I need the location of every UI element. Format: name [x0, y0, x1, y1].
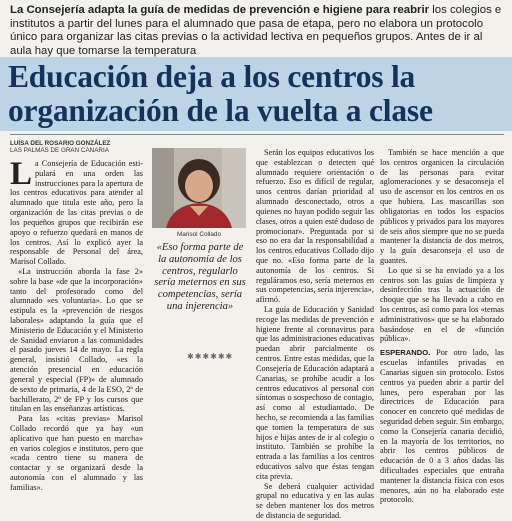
portrait-image [152, 148, 246, 228]
lede-bold: La Consejería adapta la guía de medidas de prevención e higiene para reabrir [10, 4, 430, 16]
paragraph: Se deberá cualquier actividad grupal no educativa y en las aulas se deben mantener los dos metros de distancia de seguridad. [256, 481, 374, 521]
drop-cap: L [10, 156, 33, 192]
paragraph: Para las «citas previas» Marisol Collado recordó que ya hay «un aplicativo que han puesto en marcha» en varios colegios e institutos, pero que «cada centro tiene su manera de contactar y se organizará desde la autonomía con el alumnado y las familias». [10, 414, 143, 492]
paragraph: Serán los equipos educativos los que establezcan o detecten qué alumnado requiere orientación o refuerzo. Eso es difícil de regular, unos centros darían prioridad al alumnado desconectado, otros a quienes no hayan podido seguir las clases, otros a quien esté dudoso de promocionar». Preguntada por si eso no era dar la responsabilidad a los centros educativos Collado dijo que no. «Eso forma parte de la autonomía de los centros. Si reguláramos eso, sería meternos en sus competencias, sería injerencia», afirmó. [256, 148, 374, 305]
paragraph: «La instrucción aborda la fase 2» sobre la base «de que la incorporación» tanto del profesorado como del alumnado «es voluntaria». Lo que se estipula es la «prevención de riesgos laborales» adaptando la guía que el Ministerio de Educación y el Ministerio de Sanidad enviaron a las comunidades el pasado jueves 14 de mayo. La regla general, insistió Collado, «es la atención presencial en educación general y especial (FP)» de alumnado de sexto de primaria, 4 de la ESO, 2º de bachillerato, 2º de FP y los cursos que titulan en las enseñanzas artísticas. [10, 266, 143, 414]
divider [10, 134, 504, 135]
pull-quote: «Eso forma parte de la autonomía de los centros, regularlo sería meternos en sus competencias, sería una injerencia» [154, 242, 246, 312]
paragraph: Lo que sí se ha enviado ya a los centros son las guías de limpieza y desinfección tras la actuación de choque que se ha llevado a cabo en los centros, así como para los «temas administrativos» que se ha elaborado basándose en el de «función pública». [380, 265, 504, 344]
paragraph: La guía de Educación y Sanidad recoge las medidas de prevención e higiene frente al coronavirus para que las administraciones educativas puedan abrir parcialmente os centros. Entre estas medidas, que la Consejería de Educación adaptará a Canarias, se prohíbe acudir a los centros educativos al personal con síntomas o sospechoso de contagio, así como al estudiantado. De hecho, se recomienda a las familias que tomen la temperatura de sus hijos e hijas antes de ir al colegio o instituto. También se prohíbe la entrada a las familias a los centros educativos salvo que éstas tengan cita previa. [256, 305, 374, 481]
headline: Educación deja a los centros la organización de la vuelta a clase [8, 59, 433, 128]
section-kicker: ESPERANDO. [380, 348, 431, 358]
lede-rest: los colegios e institutos a partir del lunes para el alumnado que pasa de etapa, pero no elabora un protocolo único para organizar las citas previas o la actividad lectiva en pequeños grupos. Antes de ir al aula hay que tomarse la temperatura [10, 4, 502, 57]
photo-caption: Marisol Collado [176, 231, 222, 238]
article-column-1 [10, 156, 143, 493]
quote-separator: ✱✱✱✱✱✱ [187, 352, 234, 361]
paragraph: También se hace mención a que los centros organicen la circulación de las personas para evitar aglomeraciones y se desaconseja el uso de ascensor en los centros en os que hubiera. Las mascarillas son obligatorias en todos los espacios públicos y privados para los mayores de seis años siempre que no se pueda mantener la distancia de dos metros, y la guía desaconseja el uso de guantes. [380, 148, 504, 265]
author-place: LAS PALMAS DE GRAN CANARIA [10, 147, 109, 155]
byline [10, 140, 110, 155]
paragraph [380, 348, 504, 505]
article-column-2 [256, 148, 374, 521]
paragraph-text: a Consejería de Educación esti-pulará en una orden las instrucciones para la apertura de los centros educativos para atender al alumnado que titula este año, pero la organización de las citas previas o de los pequeños grupos que recibirán ese apoyo o refuerzo quedará en manos de los centros. Así lo explicó ayer la responsable de Personal del área, Marisol Collado. [10, 159, 143, 267]
paragraph [10, 156, 143, 267]
lede [10, 4, 504, 58]
paragraph-text: Por otro lado, las escuelas infantiles privadas en Canarias siguen sin protocolo. Estos centros ya pueden abrir a partir del lunes, pero esperaban por las directrices de Educación para conocer en concreto qué medidas de seguridad deben seguir. Sin embargo, como la Consejería canaria decidió, en la mayoría de los territorios, no abrir los centros públicos de educación de 0 a 3 años dadas las dificultades especiales que entraña mantener la distancia física con esos menores, aún no ha elaborado este protocolo. [380, 348, 504, 505]
author-name: LUISA DEL ROSARIO GONZÁLEZ [10, 140, 111, 147]
article-column-3 [380, 148, 504, 505]
portrait-photo [152, 148, 246, 228]
